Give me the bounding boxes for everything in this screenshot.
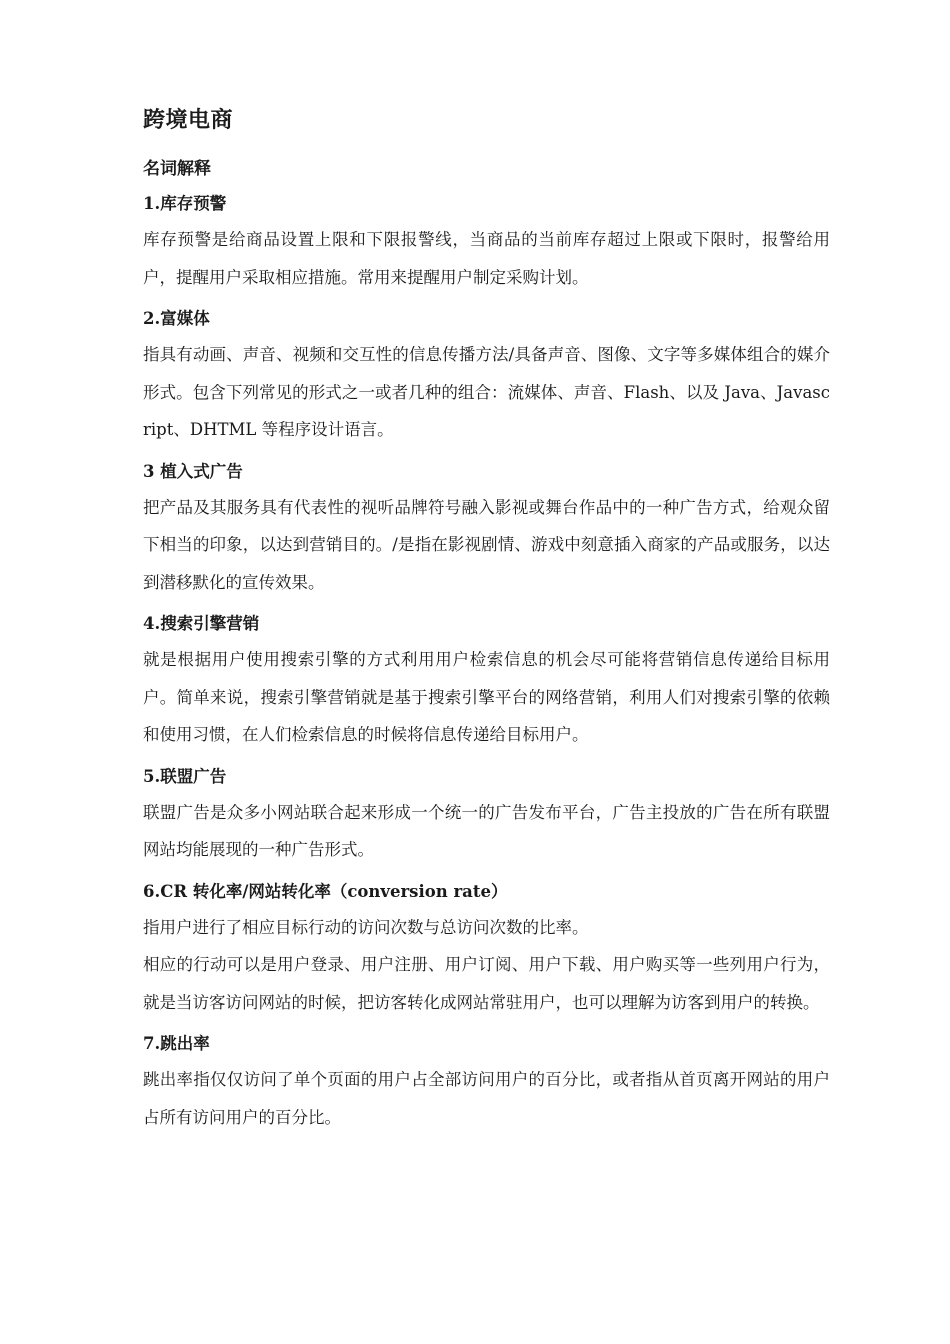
section-heading: 名词解释 bbox=[143, 159, 211, 179]
term-product-placement bbox=[143, 459, 830, 602]
term-heading: 6.CR 转化率/网站转化率（conversion rate） bbox=[143, 881, 508, 901]
term-heading: 4.搜索引擎营销 bbox=[143, 614, 260, 633]
term-definition: 跳出率指仅仅访问了单个页面的用户占全部访问用户的百分比，或者指从首页离开网站的用户占所有访问用户的百分比。 bbox=[143, 1070, 830, 1127]
term-heading: 7.跳出率 bbox=[143, 1034, 210, 1053]
term-definition: 指用户进行了相应目标行动的访问次数与总访问次数的比率。 bbox=[143, 917, 589, 937]
term-rich-media bbox=[143, 306, 830, 449]
term-definition: 把产品及其服务具有代表性的视听品牌符号融入影视或舞台作品中的一种广告方式，给观众留下相当的印象，以达到营销目的。/是指在影视剧情、游戏中刻意插入商家的产品或服务，以达到潜移默化的宣传效果。 bbox=[143, 497, 830, 592]
term-heading: 1.库存预警 bbox=[143, 194, 227, 213]
term-definition: 联盟广告是众多小网站联合起来形成一个统一的广告发布平台，广告主投放的广告在所有联盟网站均能展现的一种广告形式。 bbox=[143, 802, 830, 859]
term-definition: 指具有动画、声音、视频和交互性的信息传播方法/具备声音、图像、文字等多媒体组合的媒介形式。包含下列常见的形式之一或者几种的组合：流媒体、声音、Flash、以及 Java、Javascript、DHTML 等程序设计语言。 bbox=[143, 345, 830, 439]
document-title: 跨境电商 bbox=[143, 107, 234, 133]
term-search-engine-marketing bbox=[143, 611, 830, 754]
term-definition: 库存预警是给商品设置上限和下限报警线，当商品的当前库存超过上限或下限时，报警给用户，提醒用户采取相应措施。常用来提醒用户制定采购计划。 bbox=[143, 230, 830, 287]
term-conversion-rate bbox=[143, 879, 830, 1022]
term-inventory-alert bbox=[143, 191, 830, 296]
term-heading: 3 植入式广告 bbox=[143, 461, 243, 481]
term-bounce-rate bbox=[143, 1031, 830, 1136]
term-definition: 就是根据用户使用搜索引擎的方式利用用户检索信息的机会尽可能将营销信息传递给目标用户。简单来说，搜索引擎营销就是基于搜索引擎平台的网络营销，利用人们对搜索引擎的依赖和使用习惯，在人们检索信息的时候将信息传递给目标用户。 bbox=[143, 650, 830, 744]
term-definition-detail: 相应的行动可以是用户登录、用户注册、用户订阅、用户下载、用户购买等一些列用户行为，就是当访客访问网站的时候，把访客转化成网站常驻用户，也可以理解为访客到用户的转换。 bbox=[143, 955, 830, 1012]
term-affiliate-ads bbox=[143, 764, 830, 869]
term-heading: 5.联盟广告 bbox=[143, 766, 227, 786]
term-heading: 2.富媒体 bbox=[143, 309, 210, 328]
